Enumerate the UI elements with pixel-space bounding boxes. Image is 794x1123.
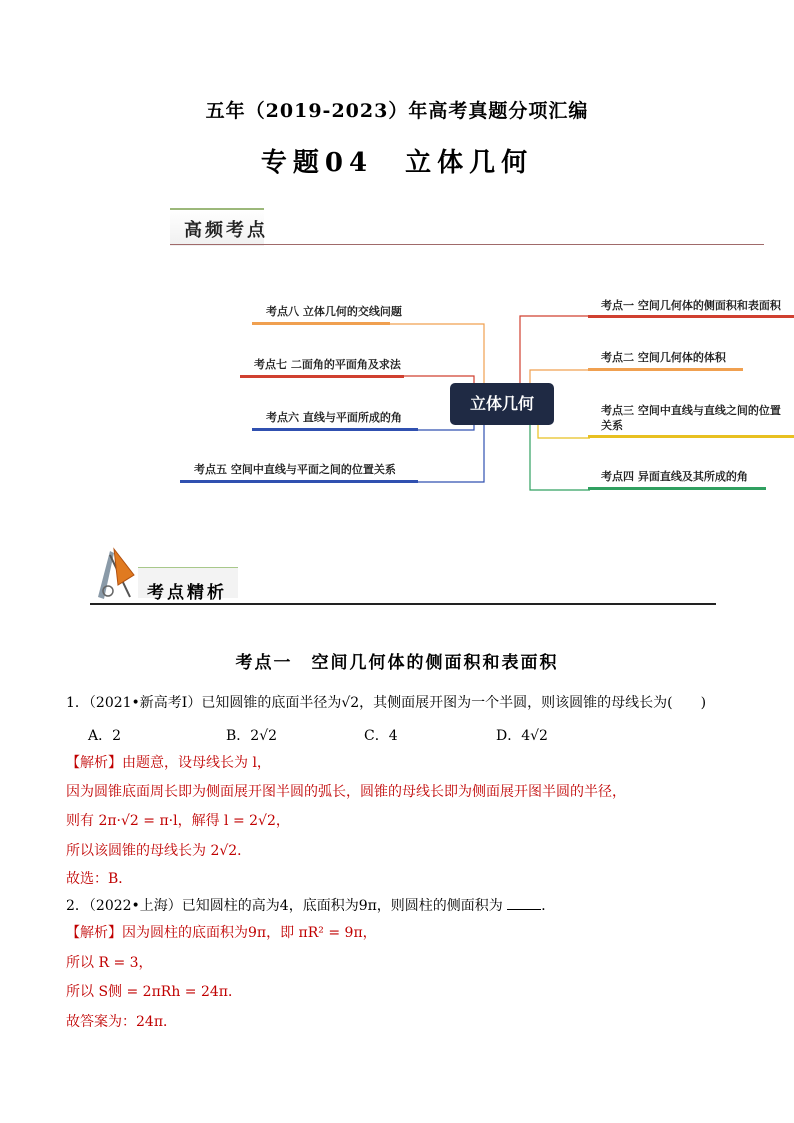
- ruler-compass-icon: [90, 545, 138, 603]
- q2-solution-line2: 所以 R = 3，: [66, 955, 153, 971]
- mindmap-item-4: 考点四 异面直线及其所成的角: [601, 470, 748, 483]
- q1-option-a: A．2: [88, 728, 122, 744]
- mindmap-item-6: 考点六 直线与平面所成的角: [266, 411, 402, 424]
- q1-solution-tag: 【解析】: [66, 755, 122, 771]
- q1-option-b: B．2√2: [226, 728, 278, 744]
- section-rule: [170, 244, 764, 245]
- underline-right-4: [588, 487, 766, 490]
- mindmap-item-2: 考点二 空间几何体的体积: [601, 351, 726, 364]
- document-subtitle: 专题04 立体几何: [260, 148, 534, 178]
- q2-solution-tag: 【解析】: [66, 925, 122, 941]
- section2-rule: [90, 603, 716, 605]
- mindmap-item-7: 考点七 二面角的平面角及求法: [254, 358, 401, 371]
- q2-solution-line1: [66, 922, 377, 942]
- q2-solution-line3: 所以 S侧 = 2πRh = 24π．: [66, 984, 242, 1000]
- q1-answer: 故选：B．: [66, 871, 133, 887]
- q2-answer-blank: [507, 897, 541, 910]
- q1-stem: 1．（2021•新高考Ⅰ）已知圆锥的底面半径为√2，其侧面展开图为一个半圆，则该圆锥的母线长为( ): [66, 695, 707, 711]
- section-high-freq-label: 高频考点: [184, 220, 268, 241]
- underline-right-1: [588, 315, 794, 318]
- q1-solution-line3: 则有 2π·√2 = π·l，解得 l = 2√2，: [66, 813, 290, 829]
- mindmap-item-5: 考点五 空间中直线与平面之间的位置关系: [194, 463, 396, 476]
- mindmap-item-3: 考点三 空间中直线与直线之间的位置: [601, 404, 781, 417]
- underline-left-2: [240, 375, 404, 378]
- underline-left-3: [252, 428, 418, 431]
- section-high-freq-header: [170, 208, 764, 248]
- topic-heading: 考点一 空间几何体的侧面积和表面积: [235, 653, 559, 673]
- q2-stem-text: 2．（2022•上海）已知圆柱的高为4，底面积为9π，则圆柱的侧面积为: [66, 898, 503, 914]
- underline-right-2: [588, 368, 743, 371]
- mindmap-item-3-cont: 关系: [601, 419, 623, 432]
- q1-solution-line4: 所以该圆锥的母线长为 2√2．: [66, 843, 252, 859]
- underline-left-4: [180, 480, 418, 483]
- section-analysis-header: [90, 545, 716, 607]
- q2-stem: [66, 895, 555, 915]
- q1-solution-line1: [66, 752, 271, 772]
- q1-solution-text1: 由题意，设母线长为 l，: [122, 755, 271, 771]
- q1-solution-line2: 因为圆锥底面周长即为侧面展开图半圆的弧长，圆锥的母线长即为侧面展开图半圆的半径，: [66, 784, 626, 800]
- q1-option-c: C．4: [364, 728, 398, 744]
- q2-answer: 故答案为：24π．: [66, 1014, 178, 1030]
- underline-right-3: [588, 435, 794, 438]
- q2-solution-text1: 因为圆柱的底面积为9π，即 πR² = 9π，: [122, 925, 377, 941]
- mindmap-center-node: 立体几何: [450, 383, 554, 425]
- underline-left-1: [252, 322, 390, 325]
- mindmap-item-8: 考点八 立体几何的交线问题: [266, 305, 402, 318]
- mindmap-item-1: 考点一 空间几何体的侧面积和表面积: [601, 299, 781, 312]
- q1-option-d: D．4√2: [496, 728, 548, 744]
- section-analysis-label: 考点精析: [147, 583, 227, 603]
- document-title: 五年（2019-2023）年高考真题分项汇编: [205, 100, 589, 122]
- q2-stem-end: ．: [541, 898, 556, 914]
